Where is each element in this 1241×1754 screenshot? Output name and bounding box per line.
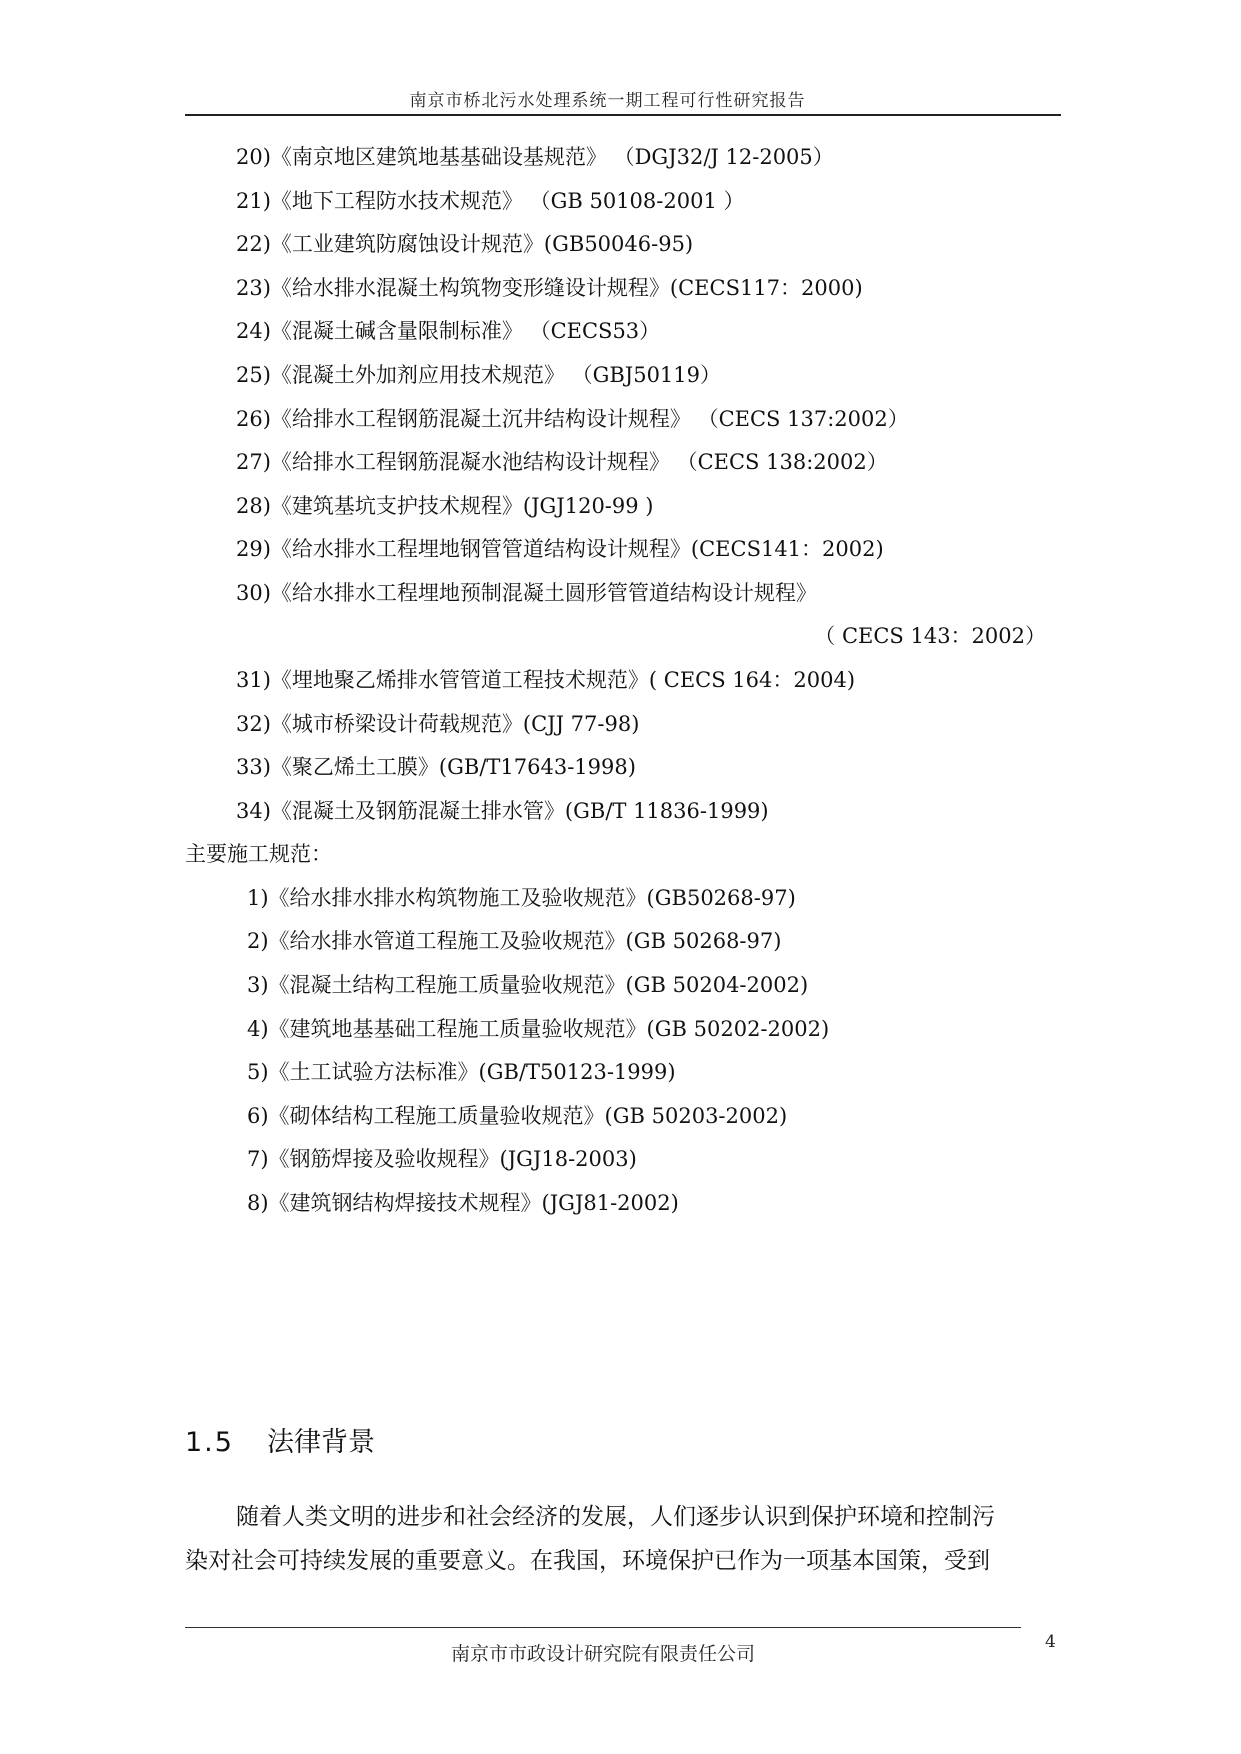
list-item: 20)《南京地区建筑地基基础设基规范》 （DGJ32/J 12-2005） <box>236 145 834 169</box>
paragraph-line: 随着人类文明的进步和社会经济的发展，人们逐步认识到保护环境和控制污 <box>236 1504 995 1530</box>
paragraph-line: 染对社会可持续发展的重要意义。在我国，环境保护已作为一项基本国策，受到 <box>185 1548 990 1574</box>
section-number: 1.5 <box>185 1427 234 1458</box>
list-item: 23)《给水排水混凝土构筑物变形缝设计规程》(CECS117：2000) <box>236 276 863 300</box>
section-heading <box>185 1420 375 1459</box>
list-item: 22)《工业建筑防腐蚀设计规范》(GB50046-95) <box>236 232 694 256</box>
section-title: 法律背景 <box>267 1427 375 1458</box>
footer-divider <box>185 1627 1021 1628</box>
list-item: 3)《混凝土结构工程施工质量验收规范》(GB 50204-2002) <box>247 973 809 997</box>
list-item: 30)《给水排水工程埋地预制混凝土圆形管管道结构设计规程》 <box>236 581 817 605</box>
list-item: 26)《给排水工程钢筋混凝土沉井结构设计规程》 （CECS 137:2002） <box>236 407 909 431</box>
list-item-continuation: （ CECS 143：2002） <box>814 624 1046 648</box>
list-item: 1)《给水排水排水构筑物施工及验收规范》(GB50268-97) <box>247 886 796 910</box>
list-item: 4)《建筑地基基础工程施工质量验收规范》(GB 50202-2002) <box>247 1017 830 1041</box>
construction-standards-heading: 主要施工规范： <box>185 842 332 866</box>
list-item: 6)《砌体结构工程施工质量验收规范》(GB 50203-2002) <box>247 1104 788 1128</box>
list-item: 25)《混凝土外加剂应用技术规范》 （GBJ50119） <box>236 363 722 387</box>
list-item: 31)《埋地聚乙烯排水管管道工程技术规范》( CECS 164：2004) <box>236 668 856 692</box>
header-divider <box>185 114 1061 116</box>
list-item: 8)《建筑钢结构焊接技术规程》(JGJ81-2002) <box>247 1191 679 1215</box>
list-item: 7)《钢筋焊接及验收规程》(JGJ18-2003) <box>247 1147 637 1171</box>
footer-company: 南京市市政设计研究院有限责任公司 <box>450 1643 755 1665</box>
list-item: 24)《混凝土碱含量限制标准》 （CECS53） <box>236 319 661 343</box>
list-item: 34)《混凝土及钢筋混凝土排水管》(GB/T 11836-1999) <box>236 799 769 823</box>
list-item: 33)《聚乙烯土工膜》(GB/T17643-1998) <box>236 755 636 779</box>
list-item: 27)《给排水工程钢筋混凝水池结构设计规程》 （CECS 138:2002） <box>236 450 888 474</box>
list-item: 32)《城市桥梁设计荷载规范》(CJJ 77-98) <box>236 712 640 736</box>
list-item: 28)《建筑基坑支护技术规程》(JGJ120-99 ) <box>236 494 654 518</box>
list-item: 5)《土工试验方法标准》(GB/T50123-1999) <box>247 1060 676 1084</box>
page-number: 4 <box>1045 1632 1056 1652</box>
list-item: 21)《地下工程防水技术规范》 （GB 50108-2001 ） <box>236 189 745 213</box>
list-item: 2)《给水排水管道工程施工及验收规范》(GB 50268-97) <box>247 929 782 953</box>
page-header-title: 南京市桥北污水处理系统一期工程可行性研究报告 <box>409 91 806 111</box>
list-item: 29)《给水排水工程埋地钢管管道结构设计规程》(CECS141：2002) <box>236 537 884 561</box>
